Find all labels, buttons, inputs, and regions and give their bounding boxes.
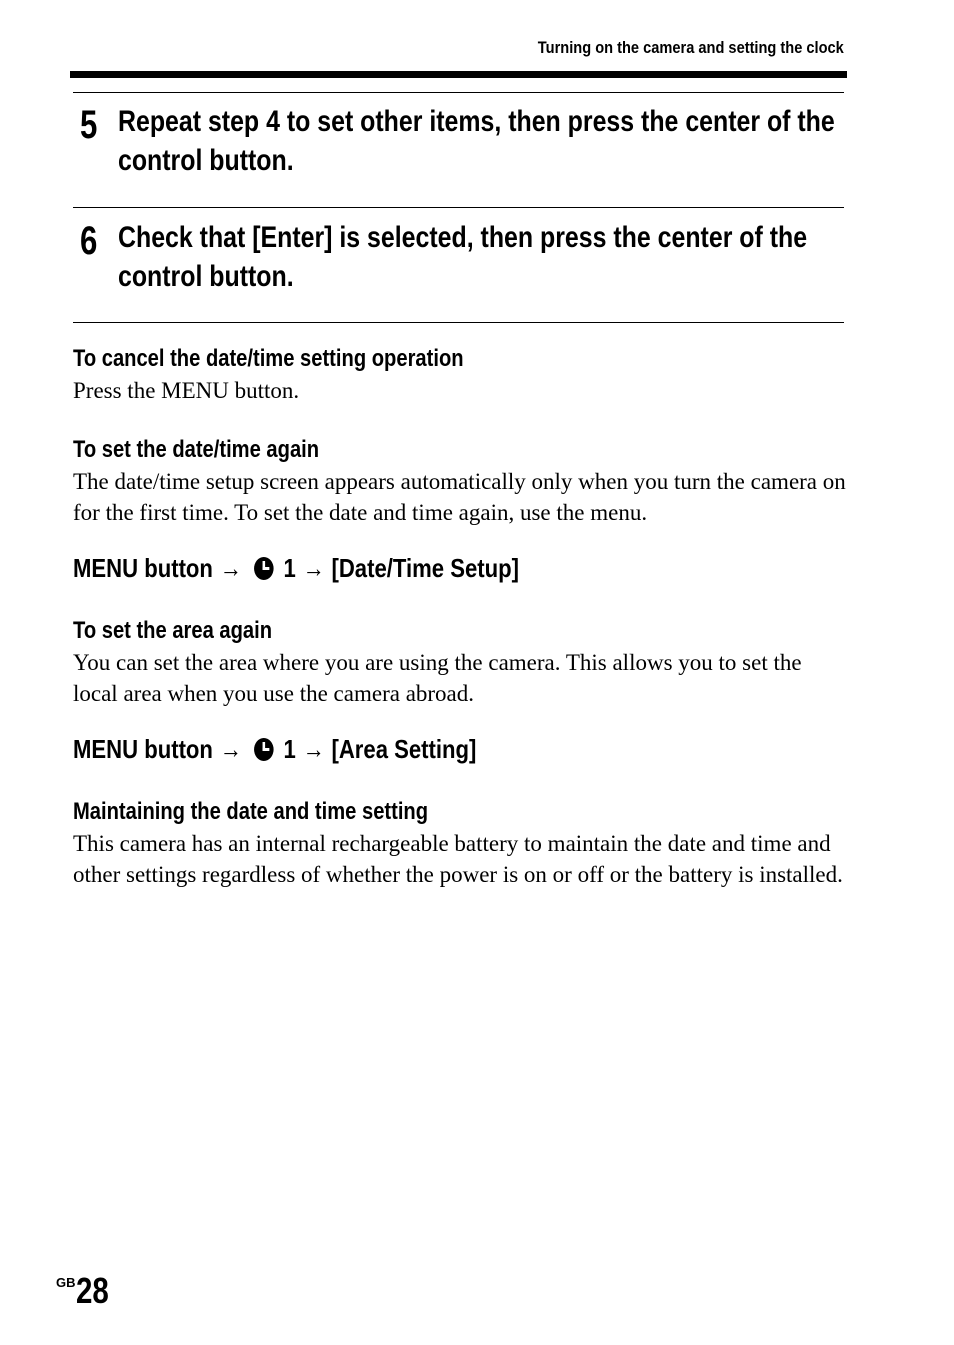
running-header: Turning on the camera and setting the clock bbox=[538, 38, 844, 57]
section-body: This camera has an internal rechargeable battery to maintain the date and time and other settings regardless of whether the power is on or off or the battery is installed. bbox=[73, 831, 843, 887]
divider bbox=[73, 322, 844, 323]
step-number: 5 bbox=[80, 103, 98, 147]
section-title: Maintaining the date and time setting bbox=[73, 798, 429, 825]
arrow-icon: → bbox=[302, 553, 325, 583]
step-text: Check that [Enter] is selected, then press the center of the control button. bbox=[118, 221, 808, 293]
menu-button-label: MENU button bbox=[73, 553, 213, 583]
page-number bbox=[56, 1270, 116, 1312]
clock-icon bbox=[254, 557, 274, 580]
section-body: You can set the area where you are using the camera. This allows you to set the local area when you use the camera abroad. bbox=[73, 650, 802, 706]
divider bbox=[73, 207, 844, 208]
arrow-icon: → bbox=[302, 734, 325, 764]
step-text: Repeat step 4 to set other items, then press the center of the control button. bbox=[118, 105, 835, 177]
section-body: Press the MENU button. bbox=[73, 378, 300, 403]
menu-path-area bbox=[73, 734, 476, 765]
arrow-icon: → bbox=[219, 734, 242, 764]
page-number-value: 28 bbox=[75, 1270, 109, 1311]
section-title: To set the date/time again bbox=[73, 436, 320, 463]
arrow-icon: → bbox=[219, 553, 242, 583]
clock-icon bbox=[254, 738, 274, 761]
menu-path-date-time bbox=[73, 553, 519, 584]
menu-page-number: 1 bbox=[283, 553, 296, 583]
page-prefix: GB bbox=[56, 1275, 76, 1290]
section-title: To set the area again bbox=[73, 617, 273, 644]
divider bbox=[73, 92, 844, 93]
step-number: 6 bbox=[80, 219, 98, 263]
section-body: The date/time setup screen appears automatically only when you turn the camera on for the first time. To set the date and time again, use the menu. bbox=[73, 469, 846, 525]
menu-button-label: MENU button bbox=[73, 734, 213, 764]
menu-item-label: [Area Setting] bbox=[331, 734, 477, 764]
menu-page-number: 1 bbox=[283, 734, 296, 764]
header-rule bbox=[70, 71, 847, 78]
section-title: To cancel the date/time setting operation bbox=[73, 345, 464, 372]
menu-item-label: [Date/Time Setup] bbox=[331, 553, 519, 583]
